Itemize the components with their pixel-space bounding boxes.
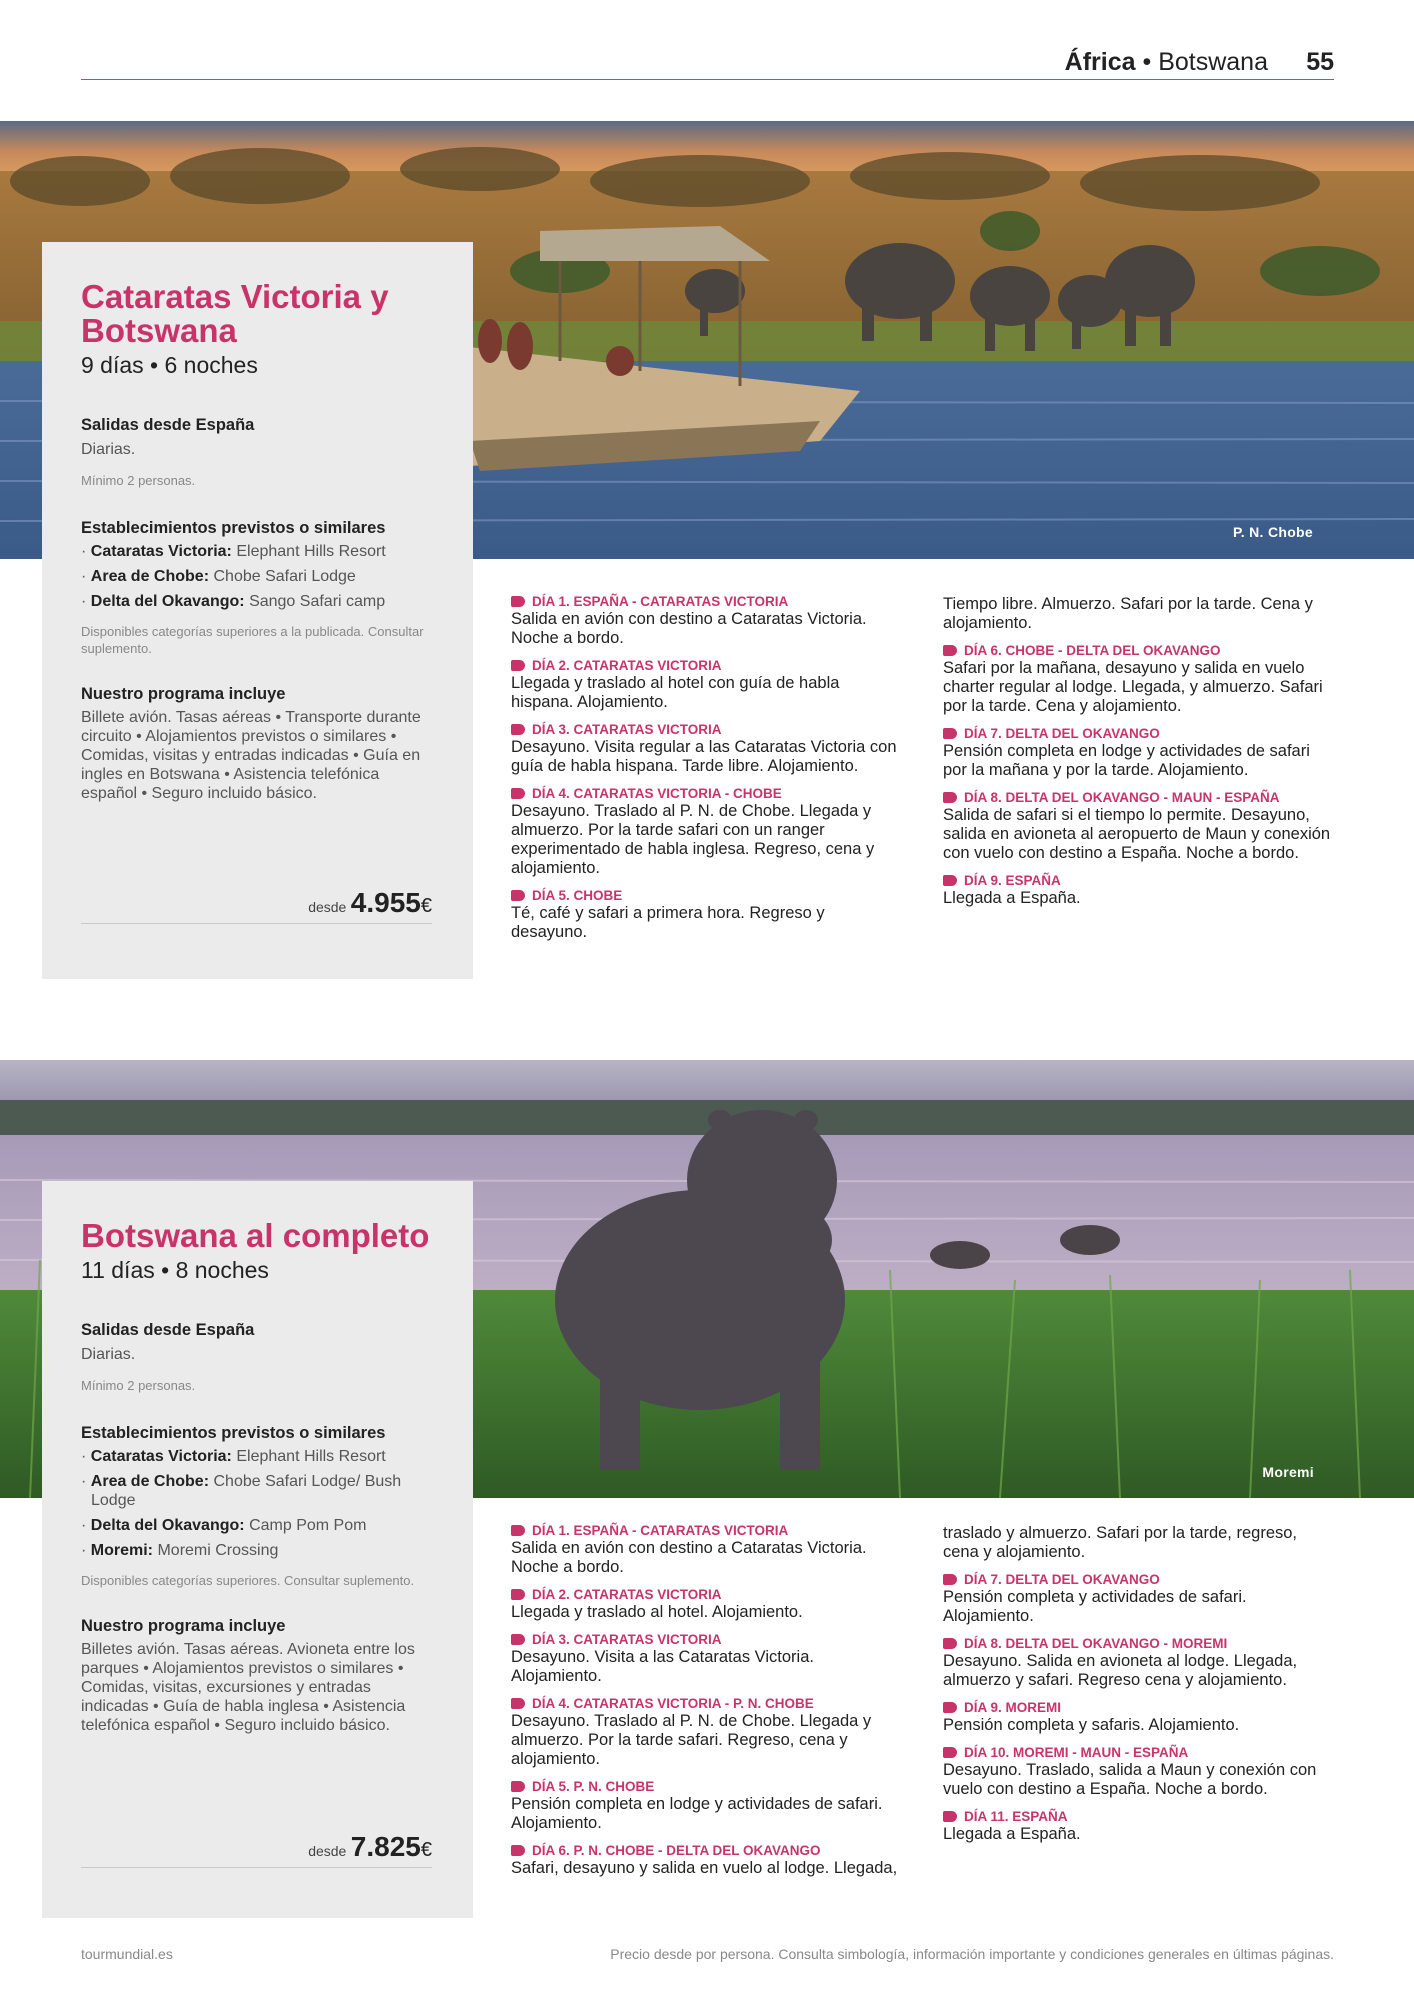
day-text: Salida en avión con destino a Cataratas Victoria. Noche a bordo. (511, 1539, 867, 1576)
itinerary-day (511, 657, 903, 712)
day-title: DÍA 8. DELTA DEL OKAVANGO - MOREMI (964, 1636, 1228, 1651)
day-heading (943, 725, 1335, 742)
breadcrumb-country: Botswana (1158, 48, 1268, 76)
trip1-lodging-item: · Cataratas Victoria: Elephant Hills Resort (81, 543, 386, 560)
trip1-lodging-item: · Delta del Okavango: Sango Safari camp (81, 593, 386, 610)
itinerary-day (943, 1571, 1335, 1626)
day-heading (511, 887, 903, 904)
trip1-minimum: Mínimo 2 personas. (81, 473, 196, 488)
day-marker-icon (511, 1698, 525, 1709)
trip1-includes-text: Billete avión. Tasas aéreas • Transporte durante circuito • Alojamientos previstos o similares • Comidas, visitas y entradas indicadas • Guía en ingles en Botswana • Asistencia telefónica español • Seguro incluido básico. (81, 709, 421, 802)
trip2-departures-value: Diarias. (81, 1346, 136, 1363)
itinerary-day (511, 1522, 903, 1577)
breadcrumb (1065, 48, 1268, 77)
day-heading (943, 1635, 1335, 1652)
lodging-place: Delta del Okavango: (90, 1517, 245, 1534)
day-text: Desayuno. Visita regular a las Cataratas Victoria con guía de habla hispana. Tarde libre. Alojamiento. (511, 738, 897, 775)
trip2-lodging-item: · Moremi: Moremi Crossing (81, 1542, 279, 1559)
trip2-itinerary-right (943, 1524, 1335, 1853)
day-heading (511, 1778, 903, 1795)
day-title: DÍA 3. CATARATAS VICTORIA (532, 1632, 722, 1647)
itinerary-day (511, 721, 903, 776)
day-marker-icon (511, 1525, 525, 1536)
lodging-hotel: Moremi Crossing (157, 1542, 279, 1559)
itinerary-day (943, 1808, 1335, 1844)
breadcrumb-region: África (1064, 48, 1136, 76)
day-text: Desayuno. Visita a las Cataratas Victoria. Alojamiento. (511, 1648, 814, 1685)
trip1-duration: 9 días • 6 noches (81, 352, 258, 378)
day-heading (943, 642, 1335, 659)
lodging-place: Area de Chobe: (90, 1473, 210, 1490)
day-text: Pensión completa y actividades de safari. Alojamiento. (943, 1588, 1247, 1625)
day-marker-icon (511, 660, 525, 671)
day-text: Desayuno. Traslado al P. N. de Chobe. Llegada y almuerzo. Por la tarde safari con un ranger experimentado de habla inglesa. Regreso, cena y alojamiento. (511, 802, 875, 877)
day-text: Desayuno. Traslado, salida a Maun y conexión con vuelo con destino a España. Noche a bordo. (943, 1761, 1317, 1798)
lodging-place: Cataratas Victoria: (90, 543, 232, 560)
trip2-minimum: Mínimo 2 personas. (81, 1378, 196, 1393)
price-prefix: desde (308, 899, 347, 915)
day-title: DÍA 6. CHOBE - DELTA DEL OKAVANGO (964, 643, 1221, 658)
day-marker-icon (943, 1811, 957, 1822)
day-marker-icon (943, 875, 957, 886)
lodging-hotel: Elephant Hills Resort (236, 1448, 386, 1465)
trip1-lodging-heading: Establecimientos previstos o similares (81, 519, 386, 537)
day-heading (511, 1842, 903, 1859)
itinerary-day (511, 1842, 903, 1878)
day-title: DÍA 6. P. N. CHOBE - DELTA DEL OKAVANGO (532, 1843, 821, 1858)
price-amount: 4.955 (350, 887, 421, 918)
lodging-hotel: Chobe Safari Lodge (213, 568, 356, 585)
trip1-departures-heading: Salidas desde España (81, 416, 255, 434)
itinerary-day-continued (943, 595, 1335, 633)
trip2-lodging-item: · Delta del Okavango: Camp Pom Pom (81, 1517, 367, 1534)
day-heading (511, 1631, 903, 1648)
itinerary-day (511, 1586, 903, 1622)
day-title: DÍA 10. MOREMI - MAUN - ESPAÑA (964, 1745, 1189, 1760)
trip2-info-card (42, 1181, 473, 1918)
day-heading (943, 1808, 1335, 1825)
day-heading (943, 1699, 1335, 1716)
day-title: DÍA 3. CATARATAS VICTORIA (532, 722, 722, 737)
breadcrumb-separator: • (1135, 48, 1159, 76)
day-title: DÍA 5. P. N. CHOBE (532, 1779, 655, 1794)
day-marker-icon (511, 1589, 525, 1600)
trip2-lodging-item: · Cataratas Victoria: Elephant Hills Resort (81, 1448, 386, 1465)
itinerary-day (511, 1631, 903, 1686)
price-prefix: desde (308, 1843, 347, 1859)
itinerary-day (511, 1695, 903, 1769)
day-marker-icon (511, 1781, 525, 1792)
trip2-lodging-list (81, 1447, 433, 1560)
itinerary-day (511, 1778, 903, 1833)
day-marker-icon (943, 792, 957, 803)
trip2-includes-heading: Nuestro programa incluye (81, 1617, 286, 1635)
itinerary-day (511, 593, 903, 648)
day-marker-icon (511, 596, 525, 607)
trip2-title: Botswana al completo (81, 1217, 430, 1254)
trip1-lodging-note: Disponibles categorías superiores a la publicada. Consultar suplemento. (81, 624, 424, 656)
day-text: traslado y almuerzo. Safari por la tarde, regreso, cena y alojamiento. (943, 1524, 1298, 1561)
page-header (81, 44, 1334, 80)
day-heading (511, 657, 903, 674)
day-text: Salida en avión con destino a Cataratas Victoria. Noche a bordo. (511, 610, 867, 647)
day-heading (943, 872, 1335, 889)
trip2-lodging-note: Disponibles categorías superiores. Consultar suplemento. (81, 1573, 415, 1588)
trip1-itinerary-right (943, 595, 1335, 917)
trip1-includes-heading: Nuestro programa incluye (81, 685, 286, 703)
lodging-hotel: Elephant Hills Resort (236, 543, 386, 560)
day-title: DÍA 9. MOREMI (964, 1700, 1062, 1715)
day-marker-icon (511, 1845, 525, 1856)
day-text: Desayuno. Traslado al P. N. de Chobe. Llegada y almuerzo. Por la tarde safari. Regreso, cena y alojamiento. (511, 1712, 872, 1768)
day-text: Safari, desayuno y salida en vuelo al lodge. Llegada, (511, 1859, 898, 1877)
day-text: Pensión completa en lodge y actividades de safari. Alojamiento. (511, 1795, 883, 1832)
day-marker-icon (511, 1634, 525, 1645)
day-title: DÍA 7. DELTA DEL OKAVANGO (964, 1572, 1160, 1587)
day-heading (511, 785, 903, 802)
trip1-title: Cataratas Victoria y Botswana (81, 278, 389, 349)
day-text: Llegada y traslado al hotel con guía de habla hispana. Alojamiento. (511, 674, 840, 711)
itinerary-day (943, 872, 1335, 908)
day-marker-icon (511, 890, 525, 901)
trip2-departures-heading: Salidas desde España (81, 1321, 255, 1339)
day-marker-icon (943, 1638, 957, 1649)
itinerary-day (943, 1699, 1335, 1735)
day-title: DÍA 2. CATARATAS VICTORIA (532, 1587, 722, 1602)
photo-caption-chobe: P. N. Chobe (1232, 524, 1313, 540)
lodging-place: Delta del Okavango: (90, 593, 245, 610)
trip2-lodging-heading: Establecimientos previstos o similares (81, 1424, 386, 1442)
trip1-lodging-item: · Area de Chobe: Chobe Safari Lodge (81, 568, 356, 585)
photo-caption-moremi: Moremi (1262, 1464, 1314, 1480)
day-title: DÍA 7. DELTA DEL OKAVANGO (964, 726, 1160, 741)
footer-disclaimer: Precio desde por persona. Consulta simbología, información importante y condiciones generales en últimas páginas. (610, 1946, 1334, 1962)
day-title: DÍA 9. ESPAÑA (964, 873, 1061, 888)
lodging-place: Moremi: (90, 1542, 154, 1559)
trip2-itinerary-left (511, 1522, 903, 1887)
day-title: DÍA 1. ESPAÑA - CATARATAS VICTORIA (532, 594, 789, 609)
day-text: Pensión completa en lodge y actividades de safari por la mañana y por la tarde. Alojamiento. (943, 742, 1310, 779)
itinerary-day (511, 785, 903, 878)
day-title: DÍA 5. CHOBE (532, 888, 623, 903)
lodging-hotel: Chobe Safari Lodge/ Bush Lodge (91, 1473, 402, 1509)
day-heading (511, 721, 903, 738)
day-heading (511, 1586, 903, 1603)
day-heading (943, 1571, 1335, 1588)
day-marker-icon (511, 788, 525, 799)
footer-website-link[interactable]: tourmundial.es (81, 1946, 173, 1962)
trip1-itinerary-left (511, 593, 903, 951)
itinerary-day (943, 1744, 1335, 1799)
day-marker-icon (943, 1574, 957, 1585)
lodging-place: Cataratas Victoria: (90, 1448, 232, 1465)
page-number: 55 (1306, 48, 1334, 76)
itinerary-day (943, 642, 1335, 716)
trip1-price (81, 887, 432, 924)
trip2-price (81, 1831, 432, 1868)
day-text: Llegada y traslado al hotel. Alojamiento. (511, 1603, 803, 1621)
day-marker-icon (511, 724, 525, 735)
day-marker-icon (943, 645, 957, 656)
day-text: Safari por la mañana, desayuno y salida en vuelo charter regular al lodge. Llegada, y almuerzo. Safari por la tarde. Cena y alojamiento. (943, 659, 1323, 715)
day-text: Té, café y safari a primera hora. Regreso y desayuno. (511, 904, 825, 941)
day-text: Llegada a España. (943, 889, 1081, 907)
trip2-includes-text: Billetes avión. Tasas aéreas. Avioneta entre los parques • Alojamientos previstos o similares • Comidas, visitas, excursiones y entradas indicadas • Guía de habla inglesa • Asistencia telefónica español • Seguro incluido básico. (81, 1641, 415, 1734)
day-heading (511, 1522, 903, 1539)
day-title: DÍA 4. CATARATAS VICTORIA - P. N. CHOBE (532, 1696, 814, 1711)
day-text: Tiempo libre. Almuerzo. Safari por la tarde. Cena y alojamiento. (943, 595, 1313, 632)
trip2-lodging-item: · Area de Chobe: Chobe Safari Lodge/ Bush Lodge (81, 1473, 402, 1509)
lodging-hotel: Sango Safari camp (249, 593, 386, 610)
trip1-lodging-list (81, 542, 433, 611)
day-heading (943, 1744, 1335, 1761)
day-text: Llegada a España. (943, 1825, 1081, 1843)
day-title: DÍA 11. ESPAÑA (964, 1809, 1068, 1824)
day-title: DÍA 2. CATARATAS VICTORIA (532, 658, 722, 673)
day-heading (511, 1695, 903, 1712)
trip2-duration: 11 días • 8 noches (81, 1257, 269, 1283)
trip1-info-card (42, 242, 473, 979)
day-title: DÍA 1. ESPAÑA - CATARATAS VICTORIA (532, 1523, 789, 1538)
trip1-departures-value: Diarias. (81, 441, 136, 458)
itinerary-day (943, 789, 1335, 863)
day-text: Pensión completa y safaris. Alojamiento. (943, 1716, 1240, 1734)
day-marker-icon (943, 1747, 957, 1758)
day-text: Desayuno. Salida en avioneta al lodge. Llegada, almuerzo y safari. Regreso cena y alojamiento. (943, 1652, 1298, 1689)
day-title: DÍA 4. CATARATAS VICTORIA - CHOBE (532, 786, 782, 801)
price-currency: € (420, 1839, 432, 1861)
price-currency: € (420, 895, 432, 917)
itinerary-day (943, 725, 1335, 780)
itinerary-day-continued (943, 1524, 1335, 1562)
day-heading (943, 789, 1335, 806)
day-title: DÍA 8. DELTA DEL OKAVANGO - MAUN - ESPAÑA (964, 790, 1280, 805)
itinerary-day (511, 887, 903, 942)
lodging-hotel: Camp Pom Pom (249, 1517, 367, 1534)
itinerary-day (943, 1635, 1335, 1690)
day-marker-icon (943, 728, 957, 739)
day-text: Salida de safari si el tiempo lo permite. Desayuno, salida en avioneta al aeropuerto de Maun y conexión con vuelo con destino a España. Noche a bordo. (943, 806, 1331, 862)
day-heading (511, 593, 903, 610)
price-amount: 7.825 (350, 1831, 421, 1862)
day-marker-icon (943, 1702, 957, 1713)
lodging-place: Area de Chobe: (90, 568, 210, 585)
